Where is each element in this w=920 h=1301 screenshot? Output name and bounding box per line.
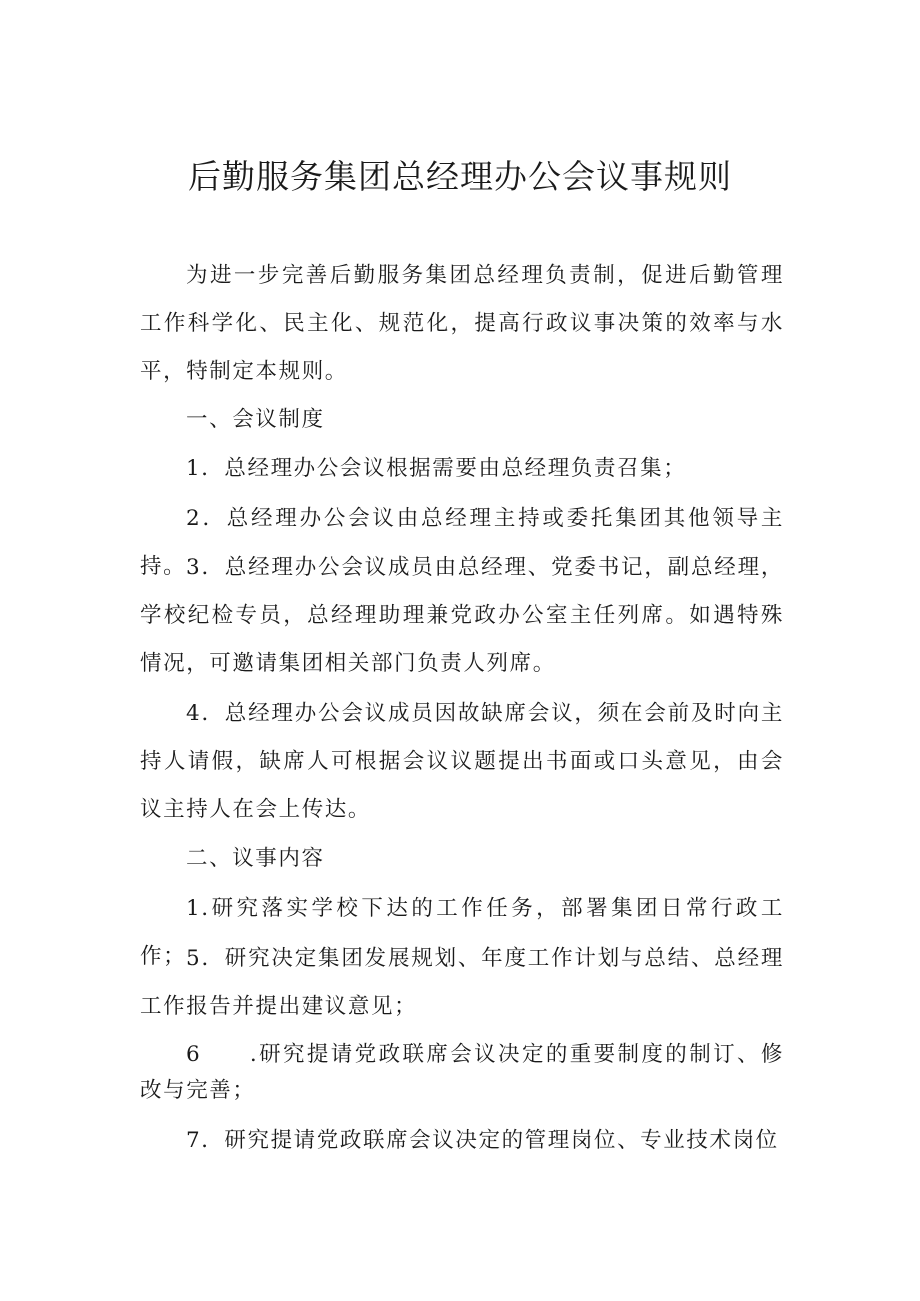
intro-paragraph: 为进一步完善后勤服务集团总经理负责制，促进后勤管理工作科学化、民主化、规范化，提高行政议事决策的效率与水平，特制定本规则。 (140, 263, 784, 384)
document-title: 后勤服务集团总经理办公会议事规则 (188, 157, 732, 196)
list-item: 3．总经理办公会议成员由总经理、党委书记，副总经理，学校纪检专员，总经理助理兼党政办公室主任列席。如遇特殊情况，可邀请集团相关部门负责人列席。 (140, 555, 784, 676)
list-item: 4．总经理办公会议成员因故缺席会议，须在会前及时向主持人请假，缺席人可根据会议议题提出书面或口头意见，由会议主持人在会上传达。 (140, 701, 784, 822)
list-item: 1．总经理办公会议根据需要由总经理负责召集； (186, 456, 687, 481)
list-item: 7．研究提请党政联席会议决定的管理岗位、专业技术岗位 (186, 1128, 779, 1153)
section-heading-meeting-system: 一、会议制度 (186, 407, 325, 432)
list-item: 2．总经理办公会议由总经理主持或委托集团其他领导主持。 (140, 506, 784, 579)
list-item: 5．研究决定集团发展规划、年度工作计划与总结、总经理工作报告并提出建议意见； (140, 946, 784, 1019)
section-heading-agenda: 二、议事内容 (186, 846, 325, 871)
list-item: 1.研究落实学校下达的工作任务，部署集团日常行政工作； (140, 896, 784, 969)
list-item: 6 .研究提请党政联席会议决定的重要制度的制订、修改与完善； (140, 1042, 784, 1103)
